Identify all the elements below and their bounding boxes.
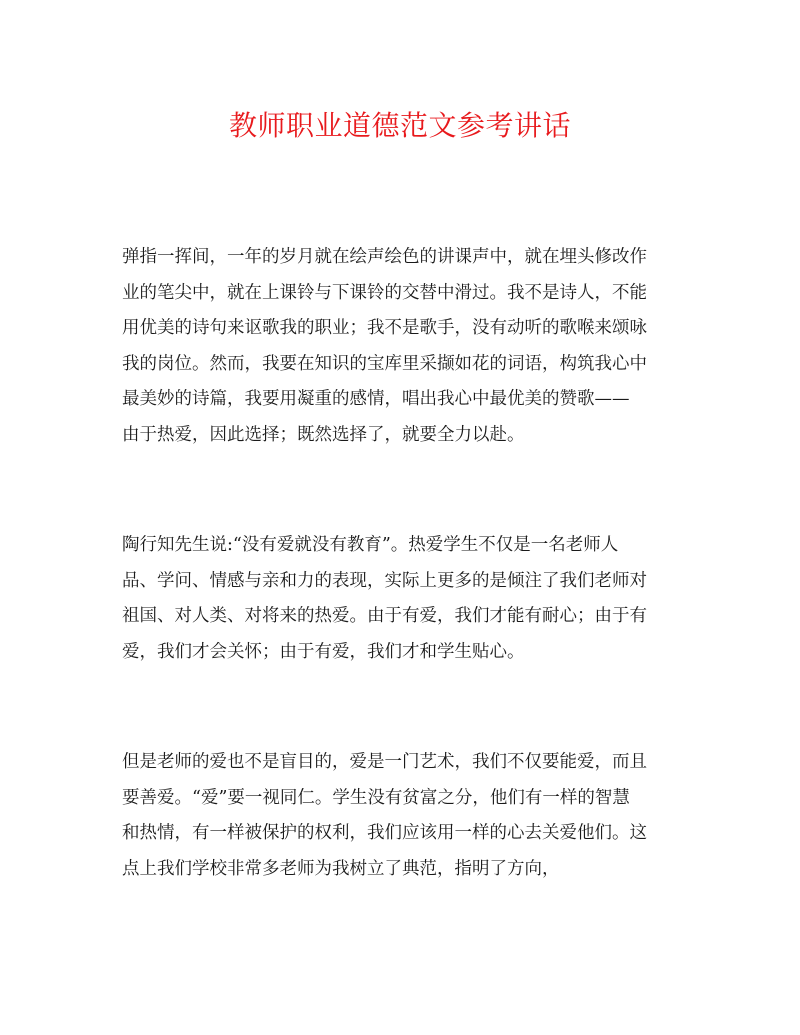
paragraph-line: 品、学问、情感与亲和力的表现，实际上更多的是倾注了我们老师对: [122, 570, 647, 591]
paragraph-line: 由于热爱，因此选择；既然选择了，就要全力以赴。: [122, 424, 525, 445]
paragraph-line: 祖国、对人类、对将来的热爱。由于有爱，我们才能有耐心；由于有: [122, 606, 647, 626]
paragraph-line: 最美妙的诗篇，我要用凝重的感情，唱出我心中最优美的赞歌——: [122, 389, 630, 409]
paragraph-1: [122, 240, 682, 453]
paragraph-3: [122, 745, 682, 887]
paragraph-2: [122, 528, 682, 670]
paragraph-line: 陶行知先生说:“没有爱就没有教育”。热爱学生不仅是一名老师人: [122, 535, 619, 555]
paragraph-line: 我的岗位。然而，我要在知识的宝库里采撷如花的词语，构筑我心中: [122, 353, 647, 374]
paragraph-line: 要善爱。“爱”要一视同仁。学生没有贫富之分，他们有一样的智慧: [122, 787, 630, 808]
paragraph-line: 点上我们学校非常多老师为我树立了典范，指明了方向，: [122, 858, 560, 879]
paragraph-line: 爱，我们才会关怀；由于有爱，我们才和学生贴心。: [122, 641, 525, 662]
paragraph-line: 业的笔尖中，就在上课铃与下课铃的交替中滑过。我不是诗人，不能: [122, 282, 647, 303]
paragraph-line: 弹指一挥间，一年的岁月就在绘声绘色的讲课声中，就在埋头修改作: [122, 247, 647, 267]
paragraph-line: 和热情，有一样被保护的权利，我们应该用一样的心去关爱他们。这: [122, 823, 647, 843]
document-title: 教师职业道德范文参考讲话: [228, 109, 571, 142]
paragraph-line: 用优美的诗句来讴歌我的职业；我不是歌手，没有动听的歌喉来颂咏: [122, 318, 647, 338]
paragraph-line: 但是老师的爱也不是盲目的，爱是一门艺术，我们不仅要能爱，而且: [122, 752, 647, 772]
